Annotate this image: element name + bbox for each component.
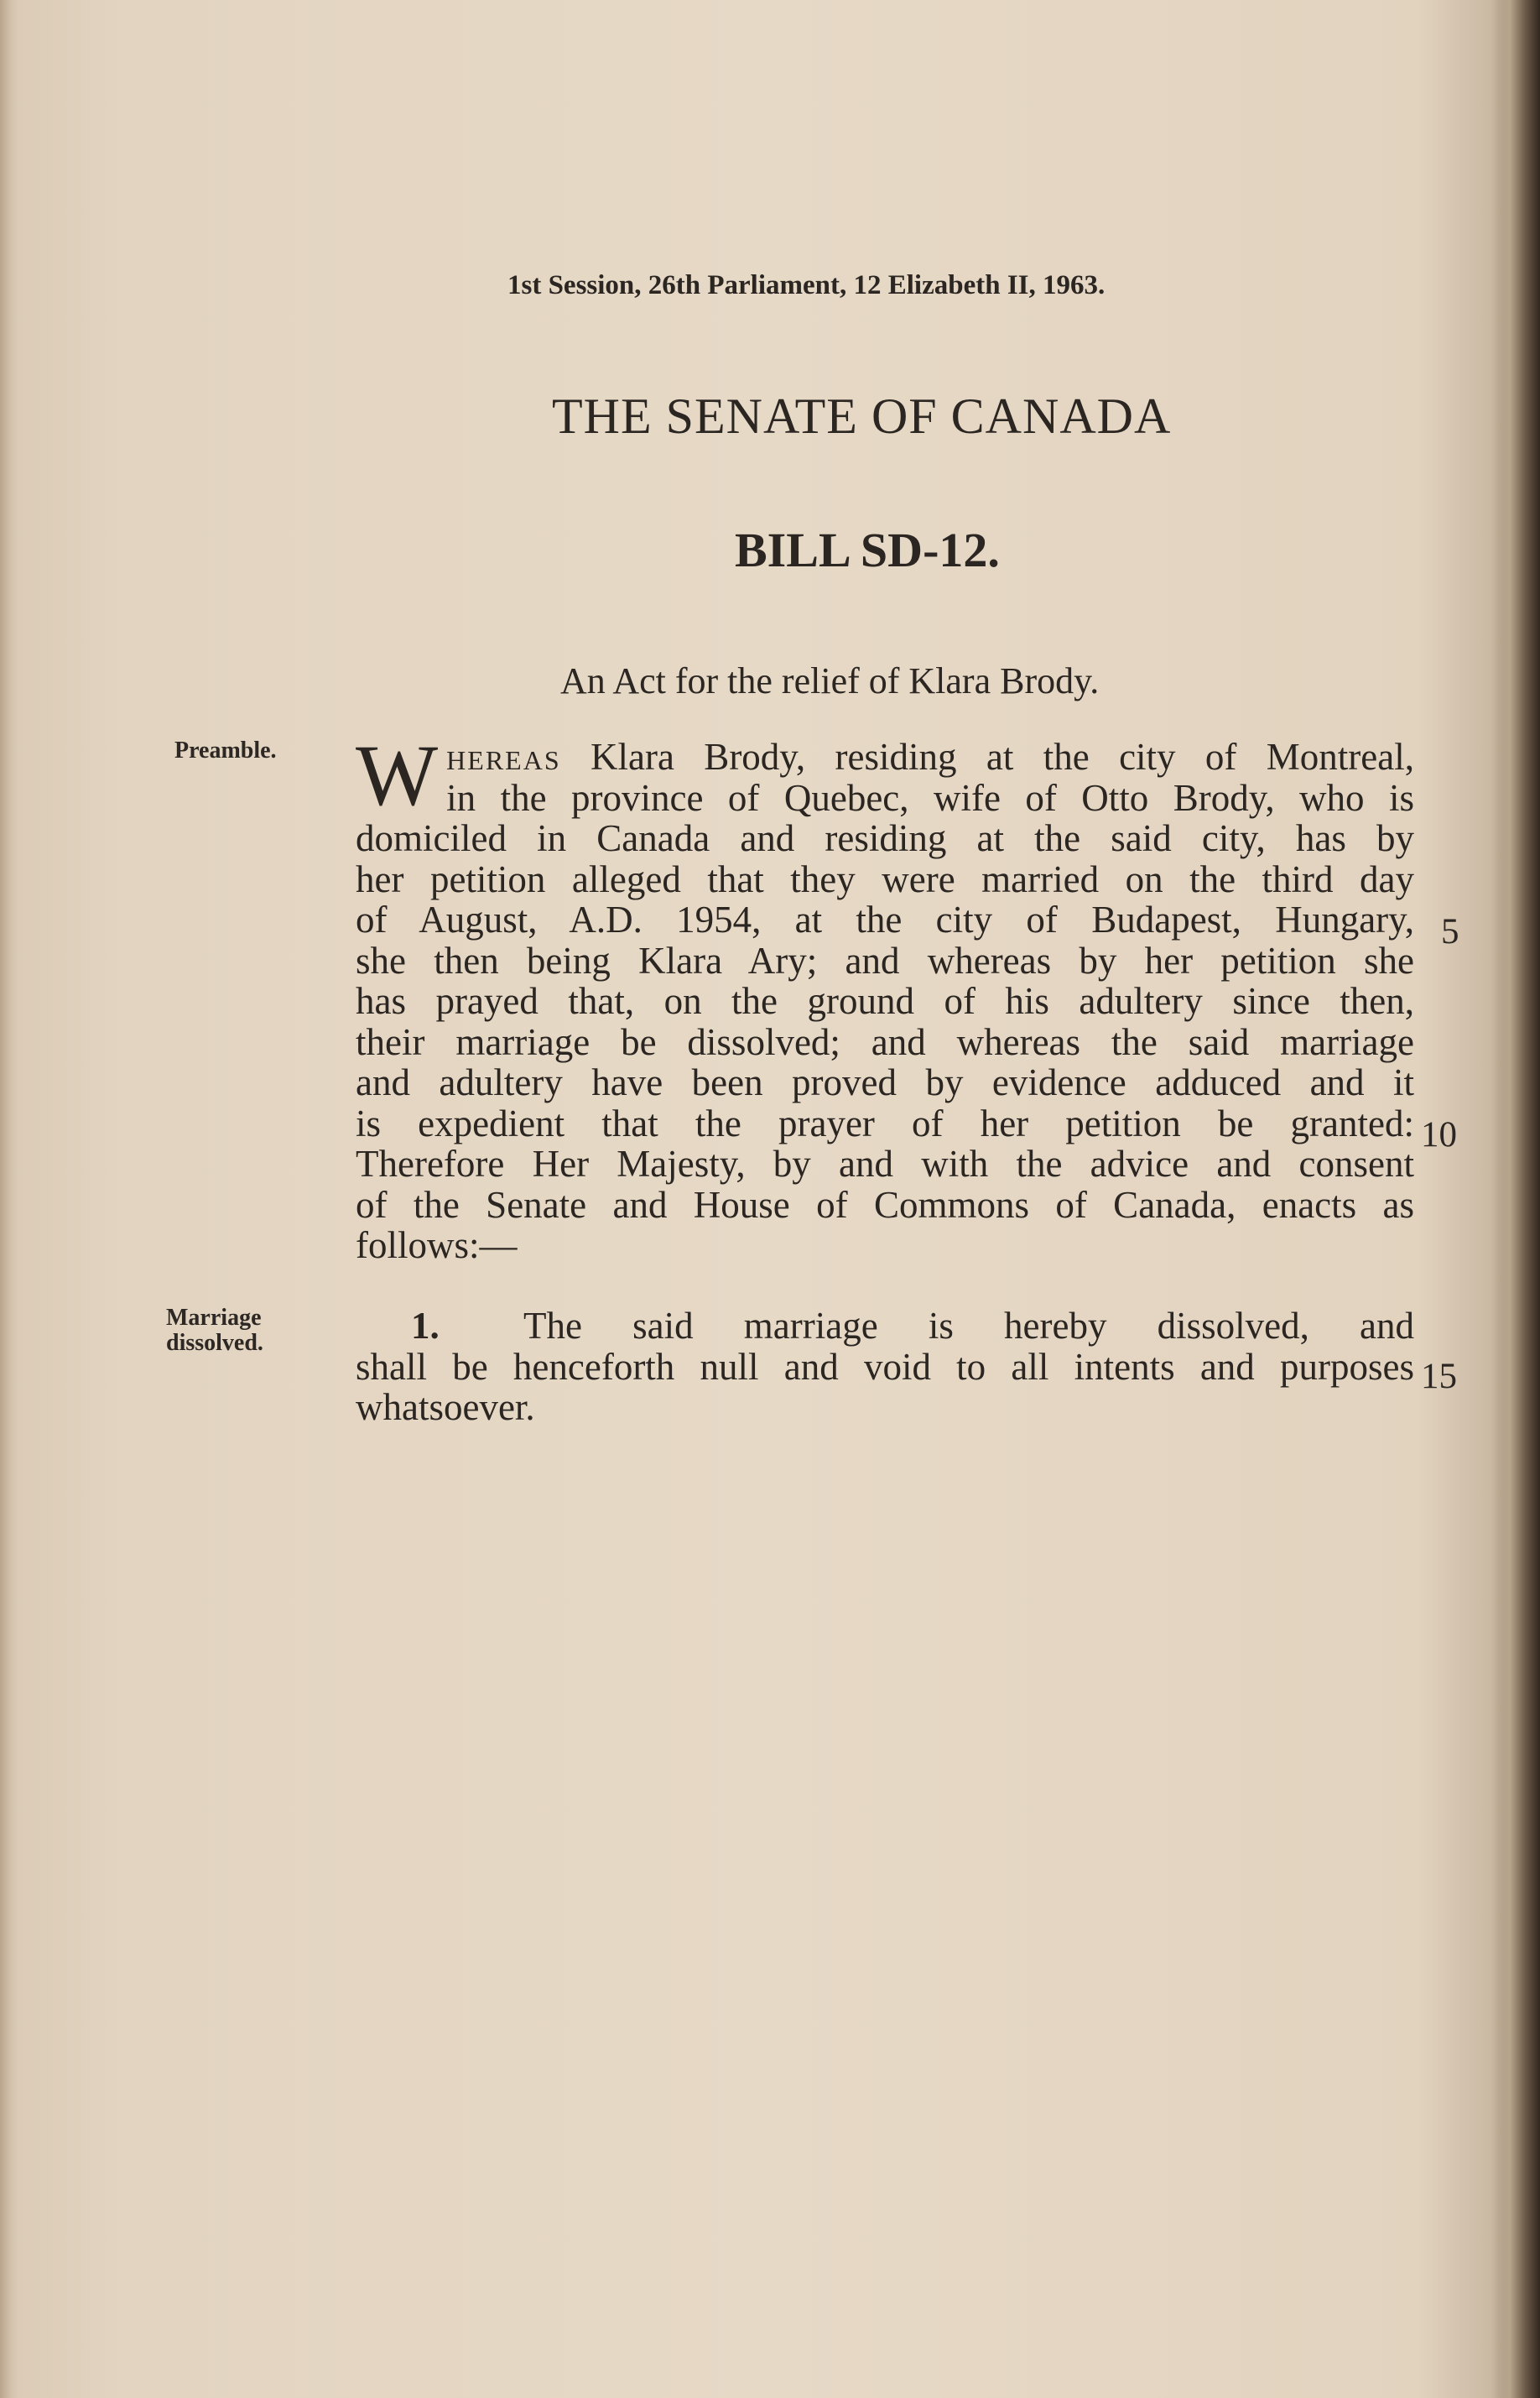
section-number: 1.: [411, 1305, 440, 1347]
preamble-line-5: of August, A.D. 1954, at the city of Budapest, Hungary,: [356, 899, 1414, 941]
preamble-line-2: in the province of Quebec, wife of Otto Brody, who is: [446, 776, 1414, 819]
side-note-marriage-dissolved: [166, 1306, 300, 1356]
section-1-line-2: shall be henceforth null and void to all intents and purposes: [356, 1345, 1414, 1388]
dropcap-letter: W: [356, 727, 439, 824]
preamble-line-13: follows:—: [356, 1224, 518, 1266]
preamble-paragraph: [356, 727, 1414, 1266]
preamble-line-8: their marriage be dissolved; and whereas the said marriage: [356, 1020, 1414, 1063]
side-note-preamble: Preamble.: [174, 738, 277, 764]
preamble-smallcaps: hereas: [446, 736, 561, 778]
section-1-line-1: [356, 1306, 1414, 1347]
preamble-line-11: Therefore Her Majesty, by and with the advice and consent: [356, 1143, 1414, 1185]
book-binding-edge: [1490, 0, 1540, 2398]
line-number-15: 15: [1421, 1357, 1457, 1396]
preamble-line-12: of the Senate and House of Commons of Canada, enacts as: [356, 1183, 1414, 1226]
side-note-marriage-line1: Marriage: [166, 1305, 262, 1331]
preamble-line-9: and adultery have been proved by evidence adduced and it: [356, 1061, 1414, 1103]
preamble-line-6: she then being Klara Ary; and whereas by her petition she: [356, 939, 1414, 982]
bill-number: BILL SD-12.: [735, 523, 1000, 577]
page-left-edge: [0, 0, 18, 2398]
preamble-line-3: domiciled in Canada and residing at the said city, has by: [356, 817, 1414, 859]
preamble-line-1: [356, 737, 1414, 778]
session-line: 1st Session, 26th Parliament, 12 Elizabeth II, 1963.: [507, 270, 1106, 300]
line-number-5: 5: [1441, 912, 1459, 951]
line-number-10: 10: [1421, 1115, 1457, 1155]
section-1-line-1-text: The said marriage is hereby dissolved, and: [523, 1305, 1414, 1347]
section-1-line-3: whatsoever.: [356, 1386, 535, 1428]
preamble-line-4: her petition alleged that they were married on the third day: [356, 858, 1414, 900]
preamble-line-10: is expedient that the prayer of her petition be granted:: [356, 1102, 1414, 1144]
side-note-marriage-line2: dissolved.: [166, 1330, 263, 1356]
act-title: An Act for the relief of Klara Brody.: [560, 660, 1100, 701]
chamber-heading: THE SENATE OF CANADA: [552, 388, 1172, 444]
preamble-line-1-text: Klara Brody, residing at the city of Montreal,: [560, 736, 1414, 778]
section-1-paragraph: [356, 1306, 1414, 1428]
preamble-line-7: has prayed that, on the ground of his adultery since then,: [356, 980, 1414, 1022]
